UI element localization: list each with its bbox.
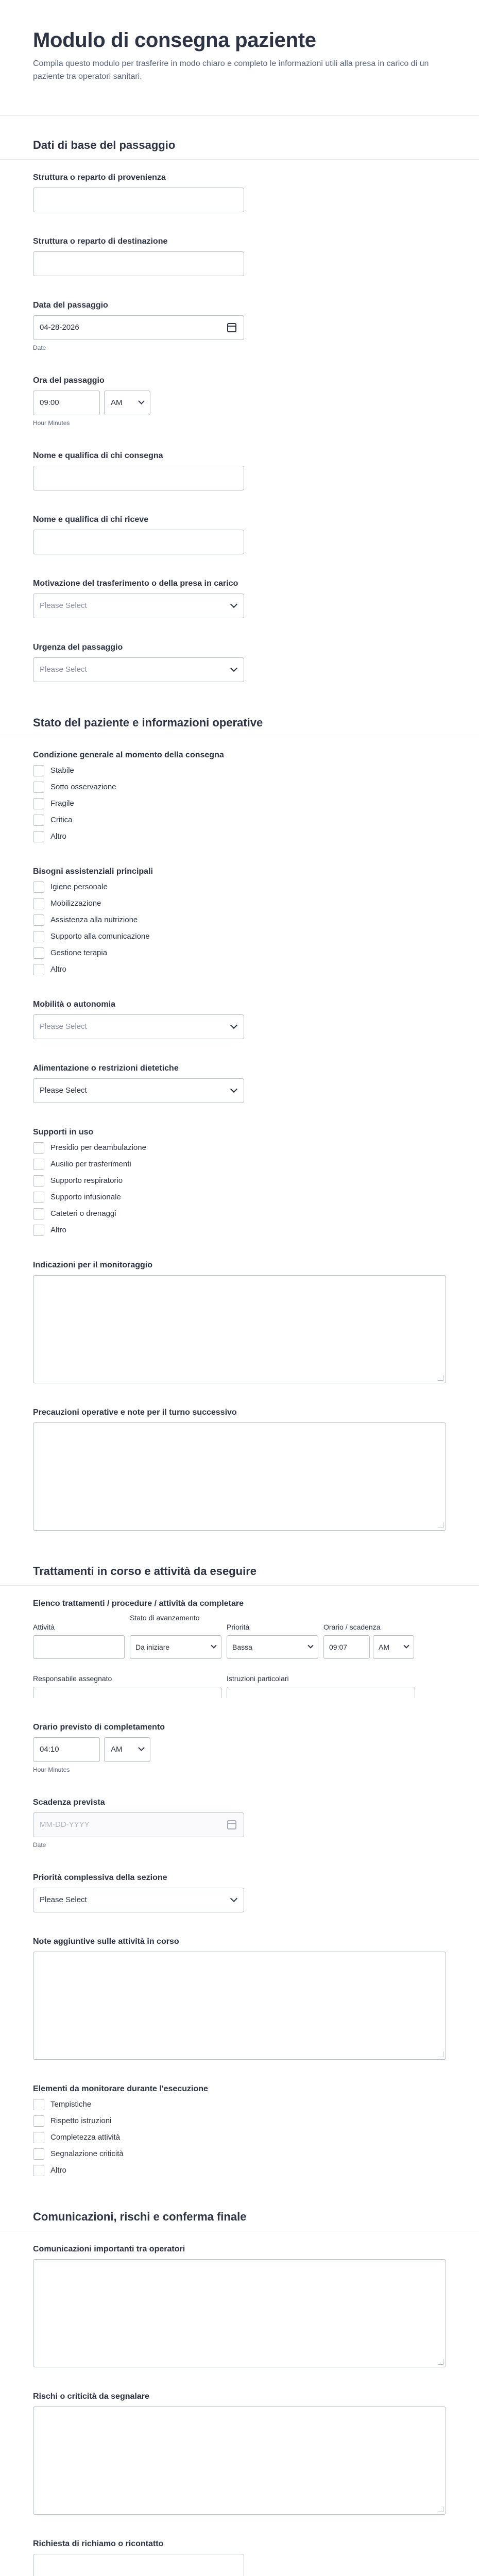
completamento-sublabel: Hour Minutes bbox=[33, 1766, 70, 1773]
field-completamento bbox=[0, 1709, 479, 1785]
chevron-down-icon bbox=[138, 1744, 145, 1751]
checkbox[interactable] bbox=[33, 1225, 44, 1236]
checkbox[interactable] bbox=[33, 1142, 44, 1154]
priorita-select[interactable] bbox=[227, 1635, 318, 1659]
section-title-trattamenti: Trattamenti in corso e attività da eseguire bbox=[0, 1542, 479, 1586]
completamento-time-row bbox=[33, 1737, 446, 1762]
monitorare-options bbox=[33, 2099, 446, 2176]
field-note-attivita bbox=[0, 1924, 479, 2071]
provenienza-input[interactable] bbox=[33, 188, 244, 212]
completamento-value: 04:10 bbox=[40, 1745, 59, 1754]
option-item[interactable] bbox=[33, 914, 446, 926]
urgenza-label: Urgenza del passaggio bbox=[33, 642, 123, 652]
field-bisogni bbox=[0, 854, 479, 987]
col-priorita: Priorità bbox=[227, 1622, 250, 1631]
precauzioni-label: Precauzioni operative e note per il turno successivo bbox=[33, 1408, 237, 1417]
calendar-icon[interactable] bbox=[227, 323, 236, 332]
scadenza-input[interactable] bbox=[33, 1812, 244, 1837]
ora-ampm-select[interactable] bbox=[104, 391, 150, 415]
option-label: Altro bbox=[50, 2166, 66, 2175]
option-label: Segnalazione criticità bbox=[50, 2149, 124, 2159]
urgenza-select[interactable] bbox=[33, 657, 244, 682]
field-richiamo bbox=[0, 2526, 479, 2576]
field-condizione bbox=[0, 737, 479, 854]
option-item[interactable] bbox=[33, 782, 446, 793]
field-scadenza bbox=[0, 1785, 479, 1860]
option-item[interactable] bbox=[33, 765, 446, 776]
chevron-down-icon bbox=[138, 398, 145, 404]
monitoraggio-textarea[interactable] bbox=[33, 1275, 446, 1383]
mobilita-select[interactable] bbox=[33, 1014, 244, 1039]
option-label: Presidio per deambulazione bbox=[50, 1143, 146, 1153]
comunicazioni-textarea[interactable] bbox=[33, 2259, 446, 2367]
ora-time-row bbox=[33, 391, 446, 415]
alimentazione-select[interactable] bbox=[33, 1078, 244, 1103]
chevron-down-icon bbox=[307, 1642, 313, 1648]
option-label: Assistenza alla nutrizione bbox=[50, 916, 138, 925]
stato-value: Da iniziare bbox=[135, 1642, 170, 1651]
col-stato: Stato di avanzamento bbox=[130, 1613, 200, 1622]
option-label: Fragile bbox=[50, 799, 74, 808]
option-item[interactable] bbox=[33, 898, 446, 909]
table-row bbox=[33, 1687, 446, 1698]
motivazione-placeholder: Please Select bbox=[40, 601, 87, 611]
elenco-header bbox=[33, 1614, 446, 1631]
priorita-value: Bassa bbox=[232, 1642, 252, 1651]
field-monitoraggio bbox=[0, 1247, 479, 1395]
checkbox[interactable] bbox=[33, 2115, 44, 2127]
field-precauzioni bbox=[0, 1395, 479, 1542]
bisogni-options bbox=[33, 882, 446, 975]
option-label: Supporto infusionale bbox=[50, 1193, 121, 1202]
form-title: Modulo di consegna paziente bbox=[33, 29, 316, 52]
option-item[interactable] bbox=[33, 1159, 446, 1170]
section-title-stato: Stato del paziente e informazioni operative bbox=[0, 693, 479, 737]
field-riceve bbox=[0, 502, 479, 566]
supporti-options bbox=[33, 1142, 446, 1236]
consegna-label: Nome e qualifica di chi consegna bbox=[33, 451, 163, 460]
mobilita-label: Mobilità o autonomia bbox=[33, 999, 115, 1009]
option-label: Completezza attività bbox=[50, 2133, 121, 2142]
option-label: Stabile bbox=[50, 766, 74, 775]
alimentazione-label: Alimentazione o restrizioni dietetiche bbox=[33, 1063, 179, 1073]
option-item[interactable] bbox=[33, 1192, 446, 1203]
elenco-header-2 bbox=[33, 1674, 446, 1683]
completamento-input[interactable] bbox=[33, 1737, 100, 1762]
checkbox[interactable] bbox=[33, 947, 44, 959]
option-label: Igiene personale bbox=[50, 883, 108, 892]
field-alimentazione bbox=[0, 1050, 479, 1114]
option-label: Critica bbox=[50, 816, 73, 825]
option-item[interactable] bbox=[33, 1175, 446, 1187]
note-attivita-textarea[interactable] bbox=[33, 1952, 446, 2060]
option-item[interactable] bbox=[33, 2115, 446, 2127]
option-label: Tempistiche bbox=[50, 2100, 92, 2109]
riceve-input[interactable] bbox=[33, 530, 244, 554]
option-item[interactable] bbox=[33, 947, 446, 959]
checkbox[interactable] bbox=[33, 2148, 44, 2160]
field-monitorare bbox=[0, 2071, 479, 2188]
condizione-options bbox=[33, 765, 446, 842]
alimentazione-value: Please Select bbox=[40, 1086, 87, 1095]
ora-ampm-value: AM bbox=[111, 398, 123, 408]
provenienza-label: Struttura o reparto di provenienza bbox=[33, 173, 166, 182]
option-label: Mobilizzazione bbox=[50, 899, 101, 908]
orario-ampm-select[interactable] bbox=[373, 1635, 414, 1659]
field-consegna bbox=[0, 438, 479, 502]
orario-ampm-value: AM bbox=[379, 1642, 389, 1651]
checkbox[interactable] bbox=[33, 882, 44, 893]
orario-group bbox=[323, 1635, 414, 1659]
option-item[interactable] bbox=[33, 798, 446, 809]
checkbox[interactable] bbox=[33, 815, 44, 826]
richiamo-label: Richiesta di richiamo o ricontatto bbox=[33, 2539, 164, 2548]
col-istruzioni: Istruzioni particolari bbox=[227, 1674, 289, 1683]
col-responsabile: Responsabile assegnato bbox=[33, 1674, 112, 1683]
checkbox[interactable] bbox=[33, 1208, 44, 1219]
checkbox[interactable] bbox=[33, 2099, 44, 2110]
option-label: Sotto osservazione bbox=[50, 783, 116, 792]
form-header bbox=[0, 0, 479, 116]
checkbox[interactable] bbox=[33, 765, 44, 776]
option-item[interactable] bbox=[33, 882, 446, 893]
completamento-ampm-select[interactable] bbox=[104, 1737, 150, 1762]
option-item[interactable] bbox=[33, 1208, 446, 1219]
orario-value: 09:07 bbox=[329, 1642, 348, 1651]
mobilita-placeholder: Please Select bbox=[40, 1022, 87, 1031]
destinazione-input[interactable] bbox=[33, 251, 244, 276]
elenco-label: Elenco trattamenti / procedure / attività da completare bbox=[33, 1599, 244, 1608]
ora-input[interactable] bbox=[33, 391, 100, 415]
checkbox[interactable] bbox=[33, 1175, 44, 1187]
bisogni-label: Bisogni assistenziali principali bbox=[33, 867, 153, 876]
condizione-label: Condizione generale al momento della consegna bbox=[33, 750, 224, 759]
attivita-input[interactable] bbox=[33, 1635, 125, 1659]
col-attivita: Attività bbox=[33, 1622, 55, 1631]
chevron-down-icon bbox=[230, 665, 237, 672]
field-priorita bbox=[0, 1860, 479, 1924]
calendar-icon[interactable] bbox=[227, 1820, 236, 1829]
chevron-down-icon bbox=[230, 1086, 237, 1093]
checkbox[interactable] bbox=[33, 931, 44, 942]
option-label: Supporto respiratorio bbox=[50, 1176, 123, 1185]
option-item[interactable] bbox=[33, 1142, 446, 1154]
option-item[interactable] bbox=[33, 2148, 446, 2160]
form-description: Compila questo modulo per trasferire in modo chiaro e completo le informazioni utili alla presa in carico di un paziente tra operatori sanitari. bbox=[33, 59, 429, 81]
stato-select[interactable] bbox=[130, 1635, 221, 1659]
checkbox[interactable] bbox=[33, 914, 44, 926]
rischi-label: Rischi o criticità da segnalare bbox=[33, 2392, 149, 2401]
comunicazioni-label: Comunicazioni importanti tra operatori bbox=[33, 2244, 185, 2253]
motivazione-label: Motivazione del trasferimento o della presa in carico bbox=[33, 579, 238, 588]
field-motivazione bbox=[0, 566, 479, 630]
option-label: Gestione terapia bbox=[50, 948, 108, 958]
checkbox[interactable] bbox=[33, 831, 44, 842]
field-data bbox=[0, 287, 479, 363]
option-label: Rispetto istruzioni bbox=[50, 2116, 112, 2126]
ora-label: Ora del passaggio bbox=[33, 376, 105, 385]
chevron-down-icon bbox=[230, 1022, 237, 1029]
field-provenienza bbox=[0, 160, 479, 224]
option-item[interactable] bbox=[33, 1225, 446, 1236]
rischi-textarea[interactable] bbox=[33, 2406, 446, 2515]
urgenza-placeholder: Please Select bbox=[40, 665, 87, 674]
responsabile-input[interactable] bbox=[33, 1687, 221, 1698]
scadenza-sublabel: Date bbox=[33, 1841, 46, 1849]
chevron-down-icon bbox=[230, 1895, 237, 1902]
completamento-ampm-value: AM bbox=[111, 1745, 123, 1754]
field-mobilita bbox=[0, 987, 479, 1050]
monitoraggio-label: Indicazioni per il monitoraggio bbox=[33, 1260, 153, 1269]
option-item[interactable] bbox=[33, 2165, 446, 2176]
chevron-down-icon bbox=[230, 601, 237, 608]
data-value: 04-28-2026 bbox=[40, 323, 79, 332]
checkbox[interactable] bbox=[33, 964, 44, 975]
checkbox[interactable] bbox=[33, 1192, 44, 1203]
motivazione-select[interactable] bbox=[33, 594, 244, 618]
data-input[interactable] bbox=[33, 315, 244, 340]
checkbox[interactable] bbox=[33, 798, 44, 809]
option-label: Supporto alla comunicazione bbox=[50, 932, 150, 941]
field-elenco bbox=[0, 1586, 479, 1709]
data-label: Data del passaggio bbox=[33, 300, 108, 310]
priorita-label: Priorità complessiva della sezione bbox=[33, 1873, 167, 1882]
option-label: Ausilio per trasferimenti bbox=[50, 1160, 131, 1169]
chevron-down-icon bbox=[211, 1642, 216, 1648]
option-label: Altro bbox=[50, 965, 66, 974]
option-item[interactable] bbox=[33, 831, 446, 842]
option-label: Cateteri o drenaggi bbox=[50, 1209, 116, 1218]
chevron-down-icon bbox=[403, 1642, 409, 1648]
checkbox[interactable] bbox=[33, 1159, 44, 1170]
priorita-select[interactable] bbox=[33, 1888, 244, 1912]
checkbox[interactable] bbox=[33, 2132, 44, 2143]
field-supporti bbox=[0, 1114, 479, 1247]
orario-input[interactable] bbox=[323, 1635, 370, 1659]
data-sublabel: Date bbox=[33, 344, 46, 351]
option-item[interactable] bbox=[33, 931, 446, 942]
completamento-label: Orario previsto di completamento bbox=[33, 1722, 165, 1732]
checkbox[interactable] bbox=[33, 2165, 44, 2176]
option-item[interactable] bbox=[33, 2099, 446, 2110]
istruzioni-input[interactable] bbox=[227, 1687, 415, 1698]
option-item[interactable] bbox=[33, 815, 446, 826]
col-orario: Orario / scadenza bbox=[323, 1622, 381, 1631]
richiamo-input[interactable] bbox=[33, 2554, 244, 2576]
field-ora bbox=[0, 363, 479, 438]
field-rischi bbox=[0, 2379, 479, 2526]
option-label: Altro bbox=[50, 832, 66, 841]
option-item[interactable] bbox=[33, 964, 446, 975]
riceve-label: Nome e qualifica di chi riceve bbox=[33, 515, 149, 524]
supporti-label: Supporti in uso bbox=[33, 1127, 94, 1137]
option-label: Altro bbox=[50, 1226, 66, 1235]
consegna-input[interactable] bbox=[33, 466, 244, 490]
precauzioni-textarea[interactable] bbox=[33, 1422, 446, 1531]
scadenza-label: Scadenza prevista bbox=[33, 1798, 105, 1807]
ora-sublabel: Hour Minutes bbox=[33, 419, 70, 427]
note-attivita-label: Note aggiuntive sulle attività in corso bbox=[33, 1937, 179, 1946]
ora-value: 09:00 bbox=[40, 398, 59, 408]
checkbox[interactable] bbox=[33, 898, 44, 909]
checkbox[interactable] bbox=[33, 782, 44, 793]
section-title-base: Dati di base del passaggio bbox=[0, 116, 479, 160]
field-destinazione bbox=[0, 224, 479, 287]
field-urgenza bbox=[0, 630, 479, 693]
section-title-comunicazioni: Comunicazioni, rischi e conferma finale bbox=[0, 2188, 479, 2231]
option-item[interactable] bbox=[33, 2132, 446, 2143]
field-comunicazioni bbox=[0, 2231, 479, 2379]
priorita-value: Please Select bbox=[40, 1895, 87, 1905]
scadenza-placeholder: MM-DD-YYYY bbox=[40, 1820, 90, 1829]
table-row bbox=[33, 1635, 446, 1659]
monitorare-label: Elementi da monitorare durante l'esecuzione bbox=[33, 2084, 208, 2093]
destinazione-label: Struttura o reparto di destinazione bbox=[33, 236, 168, 246]
